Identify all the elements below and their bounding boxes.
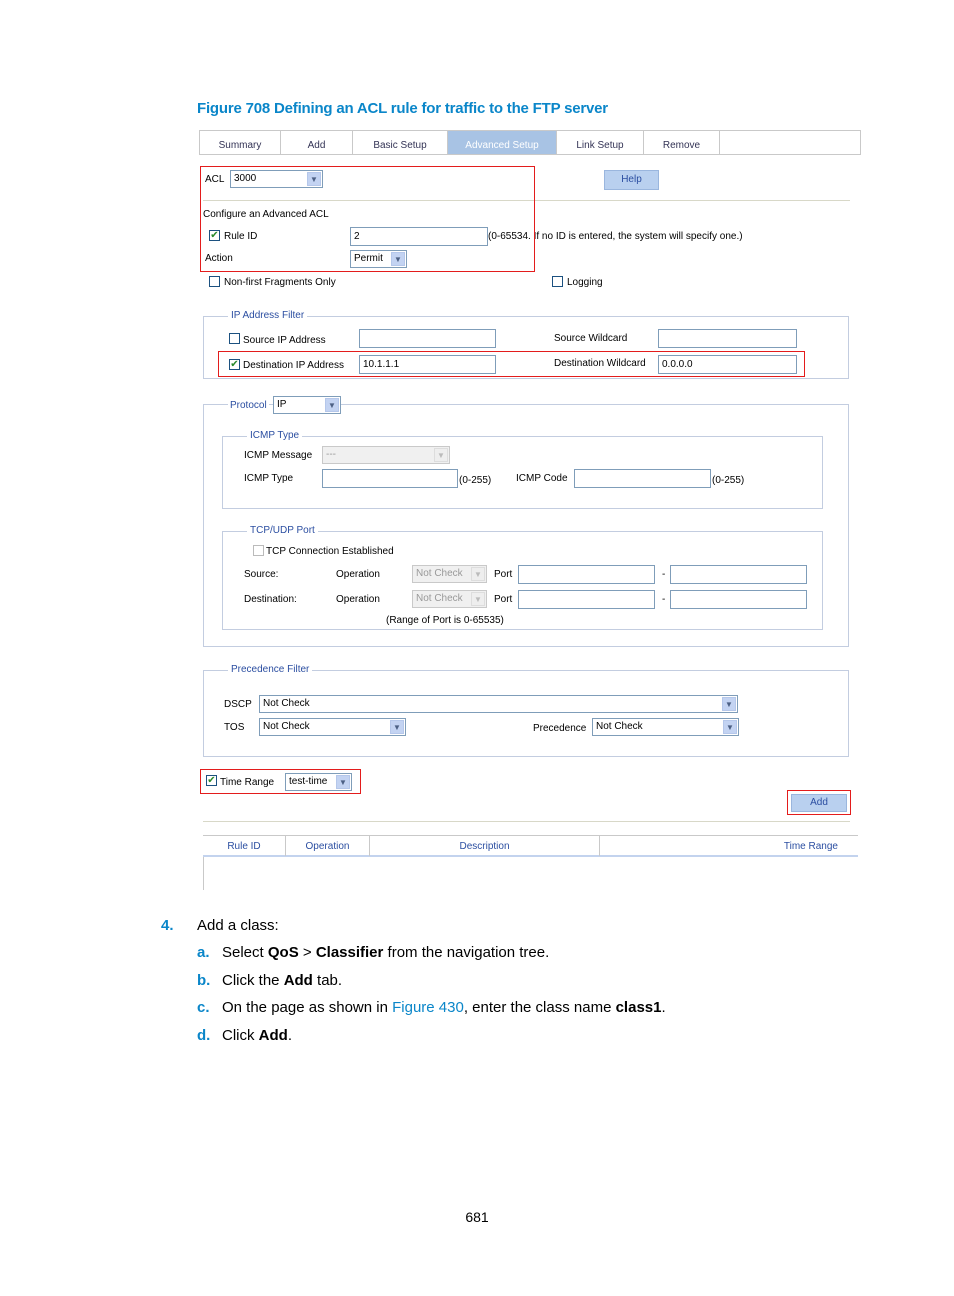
icmp-type-input[interactable] [322, 469, 458, 488]
acl-label: ACL [205, 174, 225, 185]
substep-text: Click the Add tab. [222, 972, 343, 989]
non-first-fragments-checkbox[interactable] [209, 276, 220, 287]
precedence-select[interactable] [592, 718, 739, 736]
destination-port-end-input[interactable] [670, 590, 807, 609]
dscp-select[interactable] [259, 695, 738, 713]
source-wildcard-input[interactable] [658, 329, 797, 348]
destination-ip-checkbox[interactable]: ✔ [230, 359, 239, 370]
time-range-select[interactable] [285, 773, 352, 791]
destination-ip-label: Destination IP Address [243, 360, 344, 371]
substep-letter: c. [197, 999, 210, 1016]
time-range-label: Time Range [220, 777, 275, 788]
non-first-fragments-label: Non-first Fragments Only [224, 277, 336, 288]
column-operation[interactable]: Operation [286, 836, 370, 856]
dscp-value: Not Check [263, 698, 310, 709]
tab-bar [199, 130, 861, 155]
chevron-down-icon: ▼ [391, 252, 405, 266]
section-title: Configure an Advanced ACL [203, 209, 329, 220]
destination-wildcard-label: Destination Wildcard [554, 358, 646, 369]
source-operation-label: Operation [336, 569, 380, 580]
tos-select[interactable] [259, 718, 406, 736]
source-ip-input[interactable] [359, 329, 496, 348]
icmp-code-input[interactable] [574, 469, 711, 488]
destination-operation-label: Operation [336, 594, 380, 605]
time-range-value: test-time [289, 776, 328, 787]
chevron-down-icon: ▼ [336, 775, 350, 789]
substep-text: Click Add. [222, 1027, 293, 1044]
figure-title: Figure 708 Defining an ACL rule for traffic to the FTP server [197, 100, 608, 117]
source-port-label: Source: [244, 569, 279, 580]
rule-id-input[interactable]: 2 [350, 227, 488, 246]
destination-port-label: Destination: [244, 594, 297, 605]
protocol-select-value: IP [277, 399, 287, 410]
substep-letter: a. [197, 944, 210, 961]
rule-id-hint: (0-65534. If no ID is entered, the system will specify one.) [488, 231, 743, 242]
rules-table-header [203, 835, 858, 857]
icmp-type-range: (0-255) [459, 475, 492, 486]
destination-operation-value: Not Check [416, 593, 463, 604]
rule-id-label: Rule ID [224, 231, 258, 242]
source-port-dash: - [662, 569, 666, 580]
logging-label: Logging [567, 277, 603, 288]
help-button[interactable]: Help [604, 170, 659, 190]
divider [203, 821, 850, 822]
destination-port-text: Port [494, 594, 513, 605]
chevron-down-icon: ▼ [471, 592, 485, 606]
source-ip-checkbox[interactable] [229, 333, 240, 344]
tab-summary[interactable]: Summary [200, 131, 281, 154]
destination-port-dash: - [662, 594, 666, 605]
precedence-filter-legend: Precedence Filter [228, 664, 312, 675]
ip-address-filter-legend: IP Address Filter [228, 310, 307, 321]
source-ip-label: Source IP Address [243, 335, 326, 346]
action-select-value: Permit [354, 253, 383, 264]
add-button[interactable]: Add [791, 794, 847, 812]
source-port-end-input[interactable] [670, 565, 807, 584]
chevron-down-icon: ▼ [325, 398, 339, 412]
chevron-down-icon: ▼ [722, 697, 736, 711]
step-text: Add a class: [197, 917, 279, 934]
tab-link-setup[interactable]: Link Setup [557, 131, 644, 154]
precedence-filter-group [203, 664, 849, 757]
icmp-message-label: ICMP Message [244, 450, 313, 461]
icmp-message-value: --- [326, 449, 336, 460]
source-port-start-input[interactable] [518, 565, 655, 584]
rule-id-checkbox[interactable]: ✔ [210, 230, 219, 241]
chevron-down-icon: ▼ [434, 448, 448, 462]
figure-link[interactable]: Figure 430 [392, 999, 464, 1016]
protocol-label: Protocol [230, 400, 267, 411]
destination-port-start-input[interactable] [518, 590, 655, 609]
action-label: Action [205, 253, 233, 264]
destination-ip-input[interactable]: 10.1.1.1 [359, 355, 496, 374]
substep-letter: d. [197, 1027, 211, 1044]
tab-add[interactable]: Add [281, 131, 353, 154]
substep-text: Select QoS > Classifier from the navigation tree. [222, 944, 550, 961]
chevron-down-icon: ▼ [307, 172, 321, 186]
chevron-down-icon: ▼ [723, 720, 737, 734]
icmp-code-range: (0-255) [712, 475, 745, 486]
protocol-select[interactable] [273, 396, 341, 414]
precedence-value: Not Check [596, 721, 643, 732]
highlight-box [218, 351, 805, 377]
destination-wildcard-input[interactable]: 0.0.0.0 [658, 355, 797, 374]
tos-label: TOS [224, 722, 245, 733]
tab-advanced-setup[interactable]: Advanced Setup [448, 131, 557, 154]
tcp-established-label: TCP Connection Established [266, 546, 394, 557]
column-description[interactable]: Description [370, 836, 600, 856]
substep-letter: b. [197, 972, 211, 989]
destination-operation-select[interactable] [412, 590, 487, 608]
time-range-checkbox[interactable]: ✔ [207, 775, 216, 786]
precedence-label: Precedence [533, 723, 587, 734]
icmp-type-legend: ICMP Type [247, 430, 302, 441]
source-wildcard-label: Source Wildcard [554, 333, 628, 344]
source-port-text: Port [494, 569, 513, 580]
substep-text: On the page as shown in Figure 430, enter the class name class1. [222, 999, 666, 1016]
dscp-label: DSCP [224, 699, 252, 710]
table-body-edge [203, 857, 204, 890]
chevron-down-icon: ▼ [390, 720, 404, 734]
page-number: 681 [465, 1209, 489, 1225]
highlight-box [200, 166, 535, 272]
tos-value: Not Check [263, 721, 310, 732]
source-operation-select[interactable] [412, 565, 487, 583]
icmp-type-label: ICMP Type [244, 473, 294, 484]
tab-basic-setup[interactable]: Basic Setup [353, 131, 448, 154]
tcp-udp-port-legend: TCP/UDP Port [247, 525, 318, 536]
tcp-established-checkbox[interactable] [253, 545, 264, 556]
column-rule-id[interactable]: Rule ID [203, 836, 286, 856]
step-number: 4. [161, 917, 174, 934]
column-time-range[interactable]: Time Range [783, 841, 838, 852]
port-range-note: (Range of Port is 0-65535) [386, 615, 504, 626]
source-operation-value: Not Check [416, 568, 463, 579]
icmp-message-select[interactable] [322, 446, 450, 464]
acl-select-value: 3000 [234, 173, 257, 184]
logging-checkbox[interactable] [552, 276, 563, 287]
chevron-down-icon: ▼ [471, 567, 485, 581]
icmp-code-label: ICMP Code [516, 473, 568, 484]
tab-remove[interactable]: Remove [644, 131, 720, 154]
